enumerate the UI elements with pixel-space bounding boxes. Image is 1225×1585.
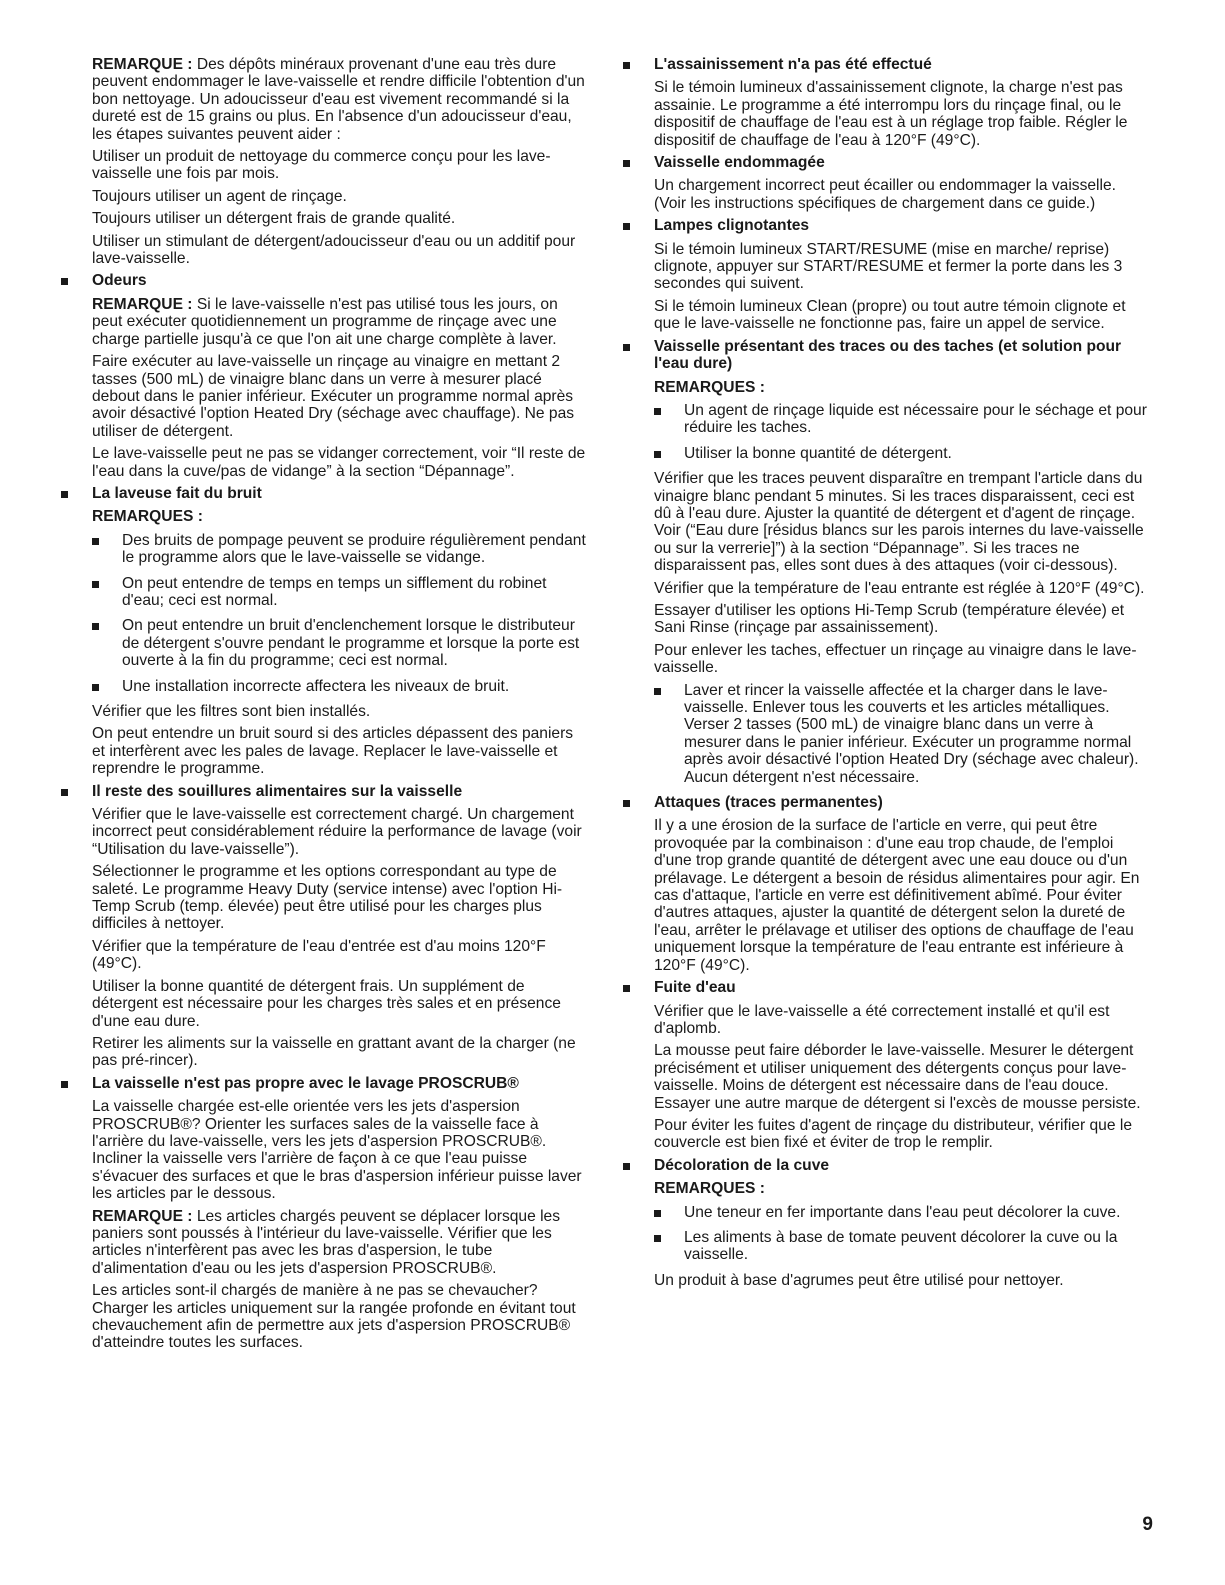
section-heading: Décoloration de la cuve <box>620 1157 1152 1174</box>
section-heading: Vaisselle présentant des traces ou des taches (et solution pour l'eau dure) <box>620 338 1152 373</box>
paragraph: Retirer les aliments sur la vaisselle en grattant avant de la charger (ne pas pré-rincer). <box>92 1034 576 1070</box>
section-heading: Odeurs <box>58 272 590 289</box>
paragraph: Essayer d'utiliser les options Hi-Temp Scrub (température élevée) et Sani Rinse (rinçage par assainissement). <box>654 601 1125 637</box>
paragraph: Si le témoin lumineux Clean (propre) ou tout autre témoin clignote et que le lave-vaisselle ne fonctionne pas, faire un appel de service. <box>654 297 1126 333</box>
bullet-item: Une installation incorrecte affectera les niveaux de bruit. <box>58 678 590 695</box>
section-heading: Fuite d'eau <box>620 979 1152 996</box>
note-label: REMARQUE : <box>92 295 193 313</box>
paragraph: Toujours utiliser un agent de rinçage. <box>92 187 347 205</box>
section-heading: La vaisselle n'est pas propre avec le lavage PROSCRUB® <box>58 1075 590 1092</box>
bullet-item: Un agent de rinçage liquide est nécessaire pour le séchage et pour réduire les taches. <box>620 402 1152 437</box>
paragraph: Pour éviter les fuites d'agent de rinçage du distributeur, vérifier que le couvercle est bien fixé et éviter de trop le remplir. <box>654 1116 1132 1152</box>
paragraph: On peut entendre un bruit sourd si des articles dépassent des paniers et interfèrent avec les pales de lavage. Replacer le lave-vaisselle et reprendre le programme. <box>92 725 574 778</box>
paragraph: Pour enlever les taches, effectuer un rinçage au vinaigre dans le lave-vaisselle. <box>654 641 1137 677</box>
paragraph: Utiliser la bonne quantité de détergent frais. Un supplément de détergent est nécessaire pour les charges très sales et en présence d'une eau dure. <box>92 977 561 1030</box>
paragraph: Vérifier que la température de l'eau entrante est réglée à 120°F (49°C). <box>654 579 1145 597</box>
paragraph: La mousse peut faire déborder le lave-vaisselle. Mesurer le détergent précisément et utiliser uniquement des détergents conçus pour lave-vaisselle. Moins de détergent est nécessaire dans de l'eau douce. Essayer une autre marque de détergent si l'excès de mousse persiste. <box>654 1042 1141 1112</box>
paragraph: Un produit à base d'agrumes peut être utilisé pour nettoyer. <box>654 1271 1064 1289</box>
note-paragraph <box>58 56 590 143</box>
bullet-item: Les aliments à base de tomate peuvent décolorer la cuve ou la vaisselle. <box>620 1229 1152 1264</box>
note-paragraph <box>58 1208 590 1278</box>
paragraph: Vérifier que le lave-vaisselle est correctement chargé. Un chargement incorrect peut considérablement réduire la performance de lavage (voir “Utilisation du lave-vaisselle”). <box>92 806 582 858</box>
note-paragraph <box>58 296 590 348</box>
note-text: Si le lave-vaisselle n'est pas utilisé tous les jours, on peut exécuter quotidiennement un programme de rinçage avec une charge partielle jusqu'à ce que l'on ait une charge complète à laver. <box>92 295 558 348</box>
remarks-heading: REMARQUES : <box>654 378 765 396</box>
section-heading: Attaques (traces permanentes) <box>620 794 1152 811</box>
section-heading: Lampes clignotantes <box>620 217 1152 234</box>
note-text: Des dépôts minéraux provenant d'une eau très dure peuvent endommager le lave-vaisselle et rendre difficile l'obtention d'un bon nettoyage. Un adoucisseur d'eau est vivement recommandé si la dureté est de 15 grains ou plus. En l'absence d'un adoucisseur d'eau, les étapes suivantes peuvent aider : <box>92 56 585 143</box>
paragraph: Faire exécuter au lave-vaisselle un rinçage au vinaigre en mettant 2 tasses (500 mL) de vinaigre blanc dans un verre à mesurer placé debout dans le panier inférieur. Exécuter un programme normal après avoir désactivé l'option Heated Dry (séchage avec chauffage). Ne pas utiliser de détergent. <box>92 353 575 440</box>
left-column <box>58 56 590 1357</box>
paragraph: Utiliser un produit de nettoyage du commerce conçu pour les lave-vaisselle une fois par mois. <box>92 148 551 183</box>
section-heading: Il reste des souillures alimentaires sur la vaisselle <box>58 783 590 800</box>
paragraph: Vérifier que les traces peuvent disparaître en trempant l'article dans du vinaigre blanc pendant 5 minutes. Si les traces disparaissent, ceci est dû à l'eau dure. Ajuster la quantité de détergent et d'agent de rinçage. Voir (“Eau dure [résidus blancs sur les parois internes du lave-vaisselle ou sur la verrerie]”) à la section “Dépannage”. Si les traces ne disparaissent pas, elles sont dues à des attaques (voir ci-dessous). <box>654 470 1144 575</box>
paragraph: Si le témoin lumineux START/RESUME (mise en marche/ reprise) clignote, appuyer sur START/RESUME et fermer la porte dans les 3 secondes qui suivent. <box>654 240 1123 293</box>
paragraph: Si le témoin lumineux d'assainissement clignote, la charge n'est pas assainie. Le programme a été interrompu lors du rinçage final, ou le dispositif de chauffage de l'eau est à un réglage trop faible. Régler le dispositif de chauffage de l'eau à 120°F (49°C). <box>654 79 1128 149</box>
section-heading: Vaisselle endommagée <box>620 154 1152 171</box>
paragraph: La vaisselle chargée est-elle orientée vers les jets d'aspersion PROSCRUB®? Orienter les surfaces sales de la vaisselle face à l'arrière du lave-vaisselle, vers les jets d'aspersion PROSCRUB®. Incliner la vaisselle vers l'arrière de façon à ce que l'eau puisse s'évacuer des surfaces et que le bras d'aspersion inférieur puisse laver les articles par le dessous. <box>92 1098 582 1203</box>
page-number: 9 <box>1142 1514 1153 1535</box>
paragraph: Les articles sont-il chargés de manière à ne pas se chevaucher? Charger les articles uniquement sur la rangée profonde en évitant tout chevauchement afin de permettre aux jets d'aspersion PROSCRUB® d'atteindre toutes les surfaces. <box>92 1282 576 1352</box>
note-label: REMARQUE : <box>92 56 193 73</box>
bullet-item: On peut entendre de temps en temps un sifflement du robinet d'eau; ceci est normal. <box>58 575 590 610</box>
remarks-heading: REMARQUES : <box>92 508 203 526</box>
remarks-heading: REMARQUES : <box>654 1180 765 1198</box>
section-heading: L'assainissement n'a pas été effectué <box>620 56 1152 73</box>
bullet-item: Laver et rincer la vaisselle affectée et la charger dans le lave-vaisselle. Enlever tous les couverts et les articles métalliques. Verser 2 tasses (500 mL) de vinaigre blanc dans un verre à mesurer dans le panier inférieur. Exécuter un programme normal après avoir désactivé l'option Heated Dry (séchage avec chaleur). Aucun détergent n'est nécessaire. <box>620 682 1152 786</box>
paragraph: Toujours utiliser un détergent frais de grande qualité. <box>92 210 456 228</box>
note-label: REMARQUE : <box>92 1207 193 1225</box>
right-column <box>620 56 1152 1294</box>
paragraph: Un chargement incorrect peut écailler ou endommager la vaisselle. (Voir les instructions spécifiques de chargement dans ce guide.) <box>654 177 1116 212</box>
bullet-item: On peut entendre un bruit d'enclenchement lorsque le distributeur de détergent s'ouvre pendant le programme et lorsque la porte est ouverte à la fin du programme; ceci est normal. <box>58 617 590 669</box>
paragraph: Vérifier que le lave-vaisselle a été correctement installé et qu'il est d'aplomb. <box>654 1002 1110 1037</box>
bullet-item: Des bruits de pompage peuvent se produire régulièrement pendant le programme alors que le lave-vaisselle se vidange. <box>58 532 590 567</box>
paragraph: Vérifier que la température de l'eau d'entrée est d'au moins 120°F (49°C). <box>92 937 546 973</box>
bullet-item: Une teneur en fer importante dans l'eau peut décolorer la cuve. <box>620 1204 1152 1221</box>
paragraph: Sélectionner le programme et les options correspondant au type de saleté. Le programme Heavy Duty (service intense) avec l'option Hi-Temp Scrub (temp. élevée) peut être utilisé pour les charges plus difficiles à nettoyer. <box>92 863 563 933</box>
paragraph: Vérifier que les filtres sont bien installés. <box>92 703 371 720</box>
paragraph: Il y a une érosion de la surface de l'article en verre, qui peut être provoquée par la combinaison : d'une eau trop chaude, de l'emploi d'une trop grande quantité de détergent avec une eau douce ou d'un prélavage. Le détergent a besoin de résidus alimentaires pour agir. En cas d'attaque, l'article en verre est définitivement abîmé. Pour éviter d'autres attaques, ajuster la quantité de détergent selon la dureté de l'eau, arrêter le prélavage et utiliser des options de chauffage de l'eau uniquement lorsque la température de l'eau entrante est inférieure à 120°F (49°C). <box>654 817 1140 974</box>
note-text: Les articles chargés peuvent se déplacer lorsque les paniers sont poussés à l'intérieur du lave-vaisselle. Vérifier que les articles n'interfèrent pas avec les bras d'aspersion, le tube d'alimentation d'eau ou les jets d'aspersion PROSCRUB®. <box>92 1207 561 1277</box>
bullet-item: Utiliser la bonne quantité de détergent. <box>620 445 1152 462</box>
paragraph: Utiliser un stimulant de détergent/adoucisseur d'eau ou un additif pour lave-vaisselle. <box>92 232 576 268</box>
paragraph: Le lave-vaisselle peut ne pas se vidanger correctement, voir “Il reste de l'eau dans la cuve/pas de vidange” à la section “Dépannage”. <box>92 445 586 480</box>
section-heading: La laveuse fait du bruit <box>58 485 590 502</box>
